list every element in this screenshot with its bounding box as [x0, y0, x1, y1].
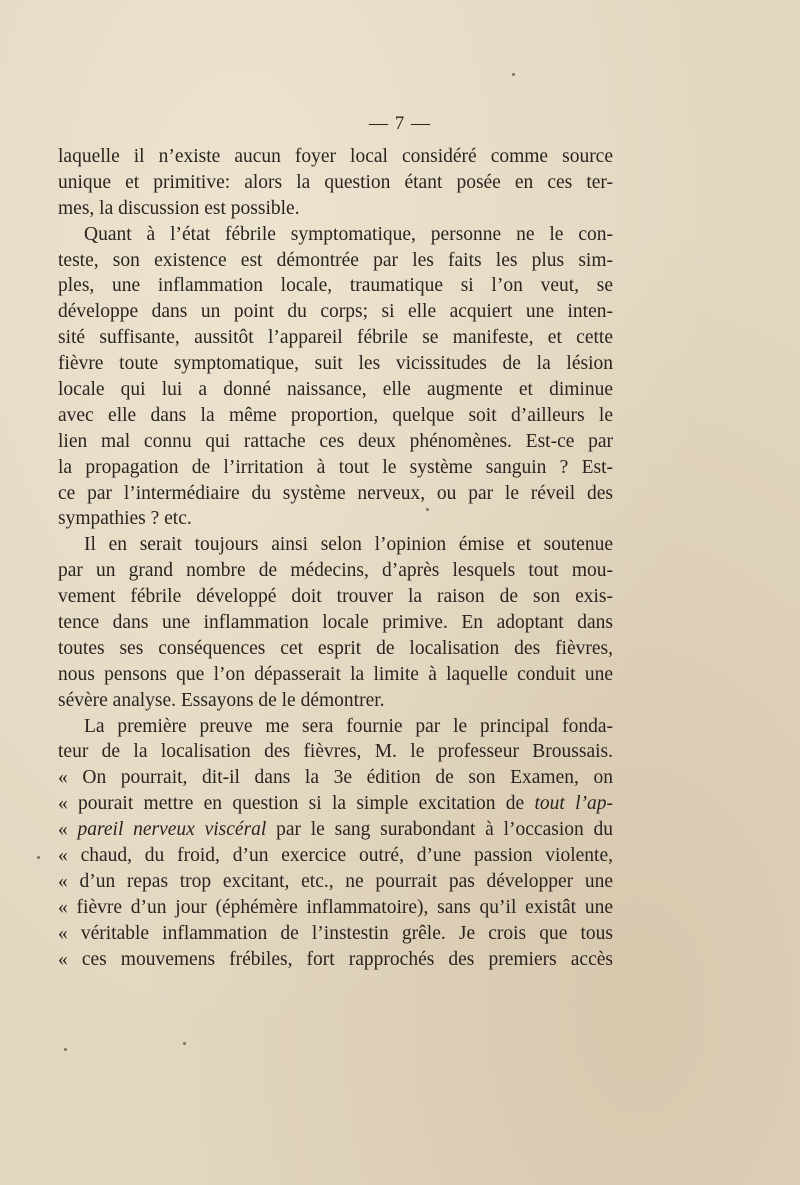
text-line: toutes ses conséquences cet esprit de localisation des fièvres,	[58, 637, 613, 659]
paper-speck	[183, 1042, 186, 1045]
text-line: sité suffisante, aussitôt l’appareil fébrile se manifeste, et cette	[58, 327, 613, 349]
text-line: laquelle il n’existe aucun foyer local considéré comme source	[58, 146, 613, 167]
text-line: unique et primitive: alors la question étant posée en ces ter-	[58, 171, 613, 193]
text-line: vement fébrile développé doit trouver la raison de son exis-	[58, 586, 613, 608]
page-number: — 7 —	[369, 113, 431, 134]
paper-speck	[512, 73, 515, 76]
text-line: « ces mouvemens frébiles, fort rapprochés des premiers accès	[58, 948, 613, 970]
paper-speck	[426, 508, 429, 511]
text-line: « véritable inflammation de l’instestin grêle. Je crois que tous	[58, 922, 613, 944]
text-line: locale qui lui a donné naissance, elle augmente et diminue	[58, 379, 613, 401]
text-line: ples, une inflammation locale, traumatique si l’on veut, se	[58, 275, 613, 297]
text-line: nous pensons que l’on dépasserait la limite à laquelle conduit une	[58, 663, 613, 685]
paragraph-start: Quant à l’état fébrile symptomatique, personne ne le con-	[84, 223, 613, 245]
paragraph-start: La première preuve me sera fournie par le principal fonda-	[84, 715, 613, 737]
text-line: sympathies ? etc.	[58, 508, 192, 530]
text-line: teur de la localisation des fièvres, M. le professeur Broussais.	[58, 741, 613, 763]
text-line: tence dans une inflammation locale primive. En adoptant dans	[58, 612, 613, 634]
paragraph-start: Il en serait toujours ainsi selon l’opinion émise et soutenue	[84, 534, 613, 556]
text-line: « fièvre d’un jour (éphémère inflammatoire), sans qu’il existât une	[58, 896, 613, 918]
text-line: la propagation de l’irritation à tout le système sanguin ? Est-	[58, 456, 613, 478]
text-line: « On pourrait, dit-il dans la 3e édition de son Examen, on	[58, 767, 613, 789]
paper-speck	[37, 856, 40, 859]
text-line-with-italic	[58, 817, 613, 843]
text-line: teste, son existence est démontrée par les faits les plus sim-	[58, 249, 613, 271]
text-line: « d’un repas trop excitant, etc., ne pourrait pas développer une	[58, 870, 613, 892]
italic-run: pareil nerveux viscéral	[77, 819, 267, 841]
text-run: par le sang surabondant à l’occasion du	[266, 819, 613, 841]
text-line: par un grand nombre de médecins, d’après lesquels tout mou-	[58, 560, 613, 582]
text-line: mes, la discussion est possible.	[58, 197, 300, 219]
italic-run: tout l’ap-	[534, 793, 613, 815]
quote-mark: «	[58, 845, 81, 867]
text-line	[58, 843, 613, 869]
text-run: chaud, du froid, d’un exercice outré, d’une passion violente,	[80, 845, 613, 867]
text-line: ce par l’intermédiaire du système nerveux, ou par le réveil des	[58, 482, 613, 504]
text-line: lien mal connu qui rattache ces deux phénomènes. Est-ce par	[58, 430, 613, 452]
paper-speck	[64, 1048, 67, 1051]
text-line: fièvre toute symptomatique, suit les vicissitudes de la lésion	[58, 353, 613, 375]
text-line: avec elle dans la même proportion, quelque soit d’ailleurs le	[58, 404, 613, 426]
quote-mark: «	[58, 819, 78, 841]
text-line: sévère analyse. Essayons de le démontrer.	[58, 689, 385, 711]
text-line-with-italic	[58, 791, 613, 817]
text-line: développe dans un point du corps; si elle acquiert une inten-	[58, 301, 613, 323]
text-run: « pourait mettre en question si la simple excitation de	[58, 793, 535, 815]
body-text	[58, 144, 613, 973]
